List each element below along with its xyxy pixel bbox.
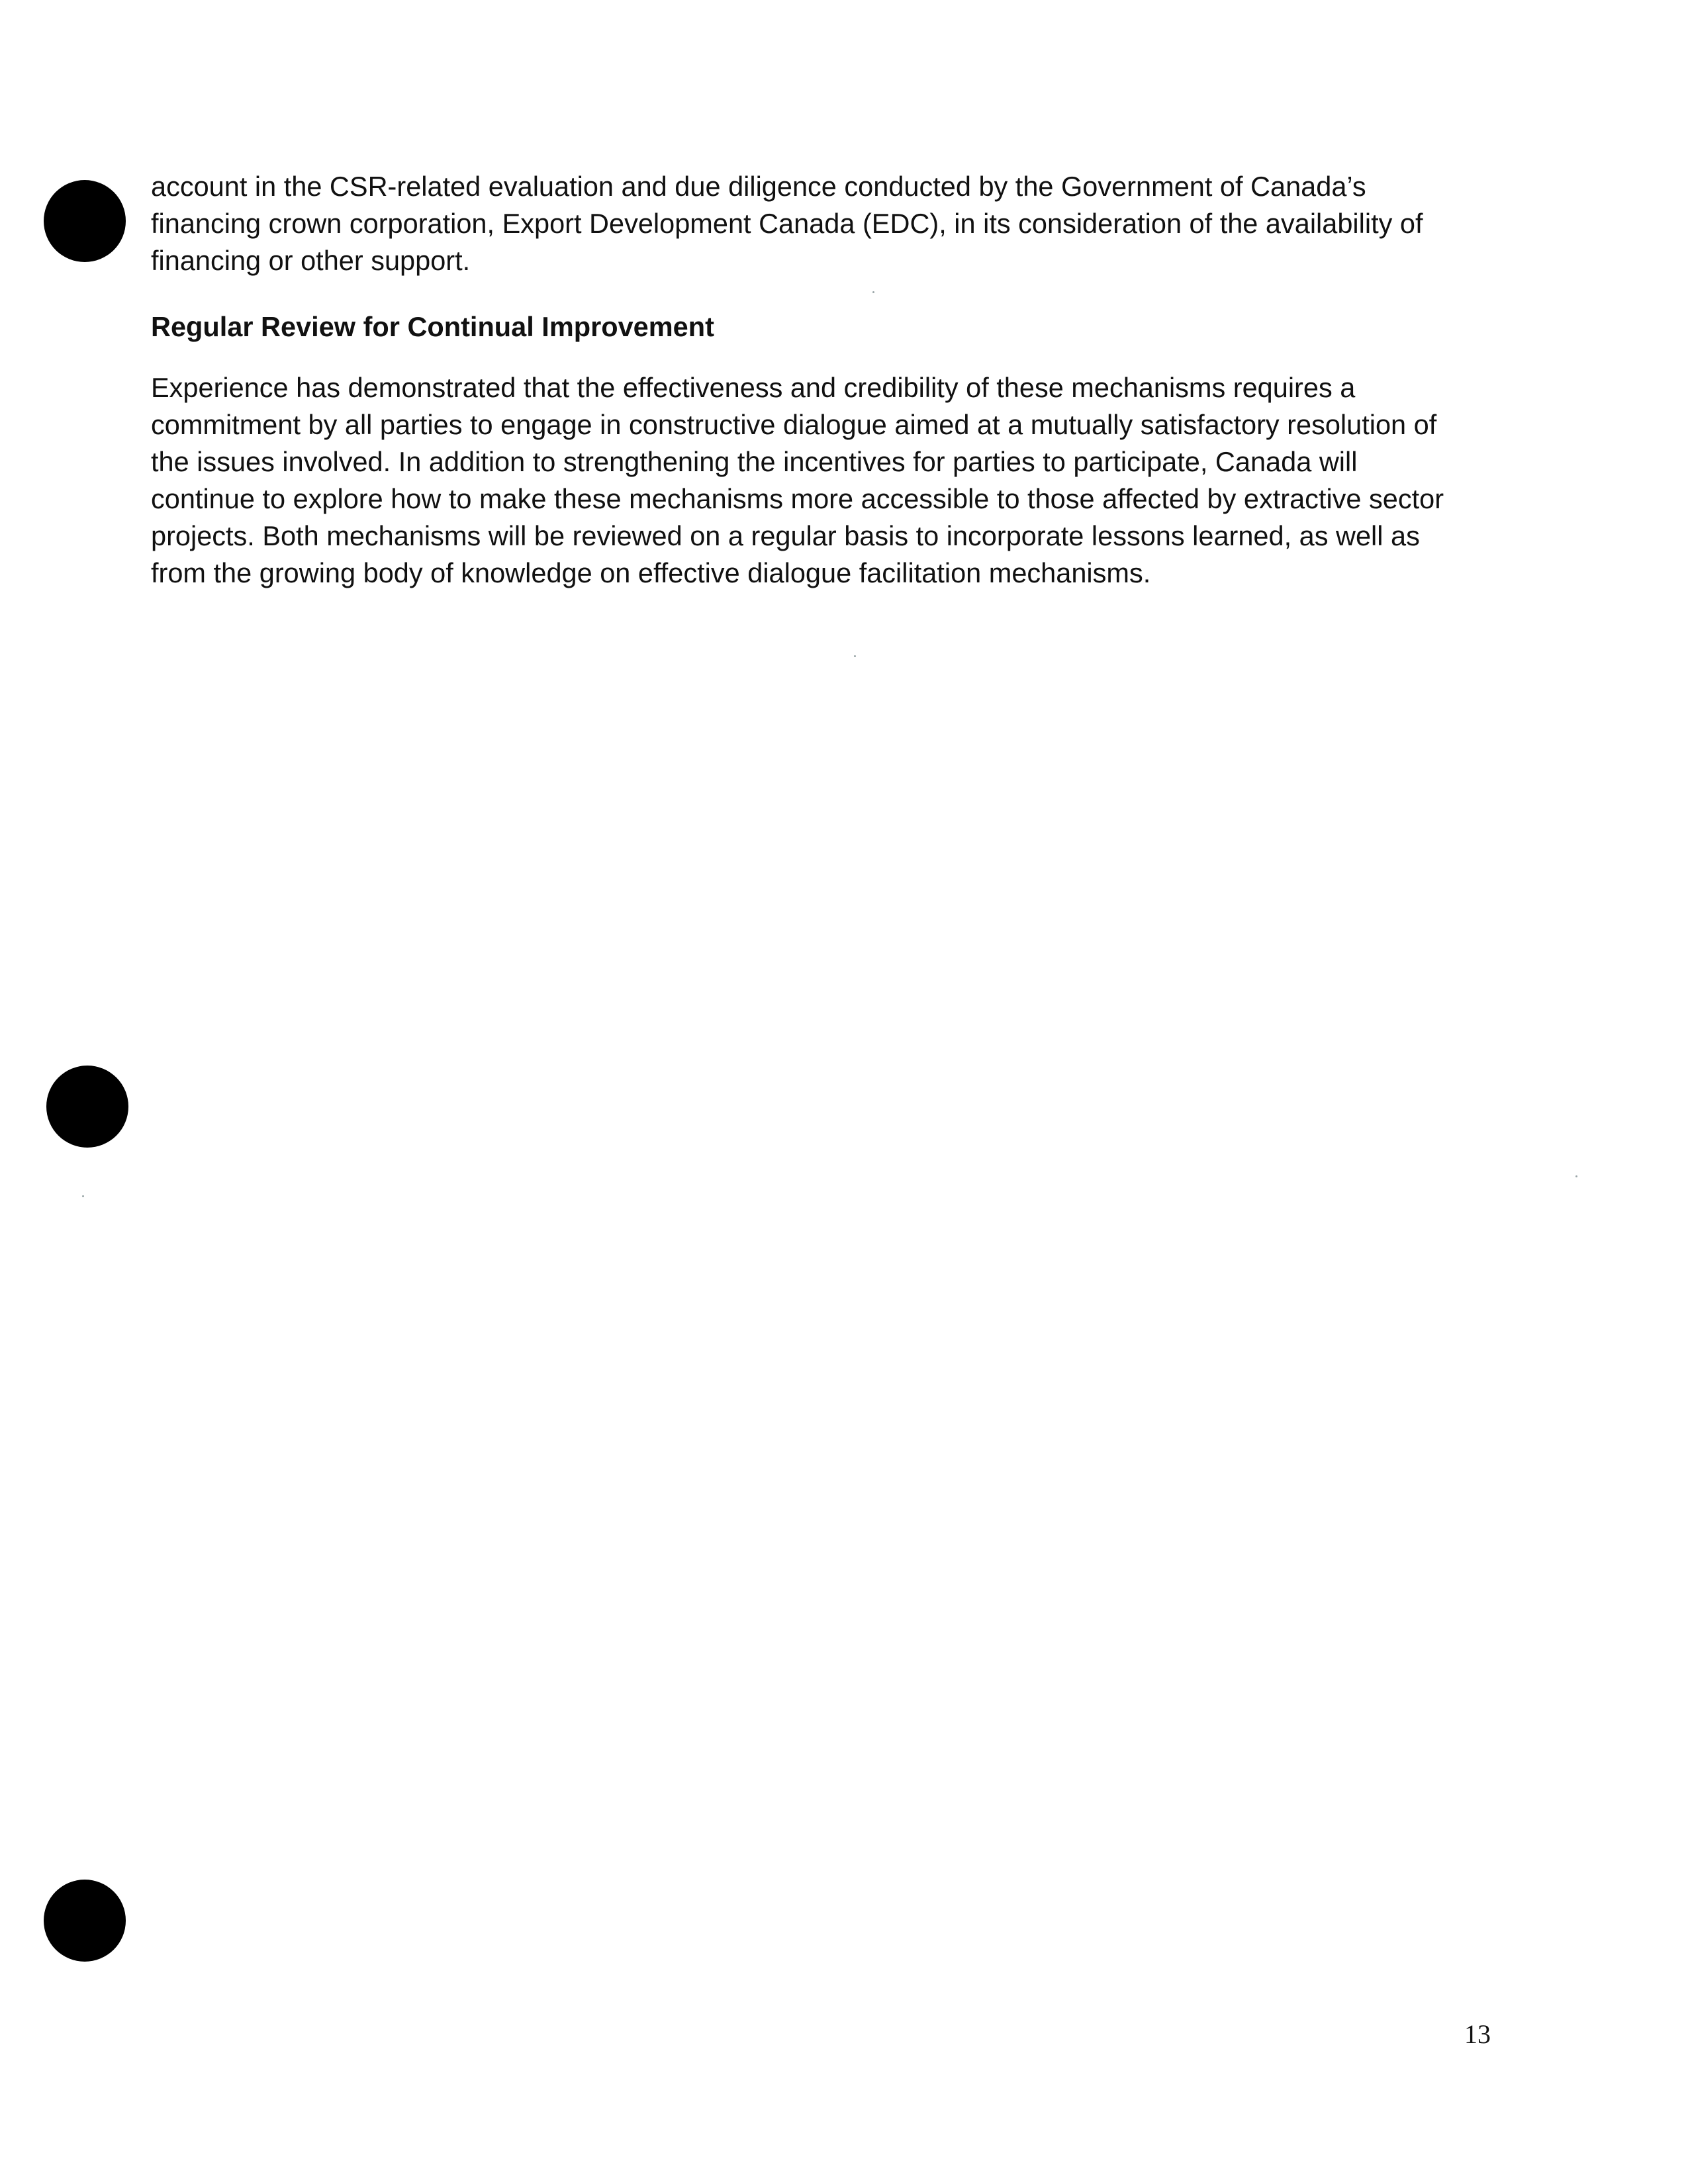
paragraph-line: commitment by all parties to engage in constructive dialogue aimed at a mutually satisfactory resolution of bbox=[151, 409, 1437, 440]
scan-speck bbox=[854, 655, 856, 657]
scan-speck bbox=[1575, 1175, 1577, 1177]
scan-speck bbox=[872, 291, 874, 293]
paragraph-body bbox=[151, 369, 1528, 592]
page-number: 13 bbox=[1464, 2019, 1491, 2049]
binder-hole-top bbox=[44, 180, 126, 262]
scan-speck bbox=[82, 1195, 84, 1197]
paragraph-line: continue to explore how to make these mechanisms more accessible to those affected by extractive sector bbox=[151, 483, 1444, 514]
paragraph-continued bbox=[151, 168, 1528, 279]
binder-hole-bottom bbox=[44, 1880, 126, 1962]
paragraph-line: financing crown corporation, Export Development Canada (EDC), in its consideration of the availability of bbox=[151, 208, 1423, 239]
paragraph-line: Experience has demonstrated that the effectiveness and credibility of these mechanisms requires a bbox=[151, 372, 1356, 403]
paragraph-line: projects. Both mechanisms will be reviewed on a regular basis to incorporate lessons learned, as well as bbox=[151, 520, 1420, 551]
paragraph-line: account in the CSR-related evaluation and due diligence conducted by the Government of Canada’s bbox=[151, 171, 1366, 202]
section-heading: Regular Review for Continual Improvement bbox=[151, 311, 714, 342]
paragraph-line: the issues involved. In addition to strengthening the incentives for parties to participate, Canada will bbox=[151, 446, 1358, 477]
binder-hole-middle bbox=[46, 1066, 128, 1148]
paragraph-line: financing or other support. bbox=[151, 245, 471, 276]
paragraph-line: from the growing body of knowledge on effective dialogue facilitation mechanisms. bbox=[151, 557, 1151, 588]
